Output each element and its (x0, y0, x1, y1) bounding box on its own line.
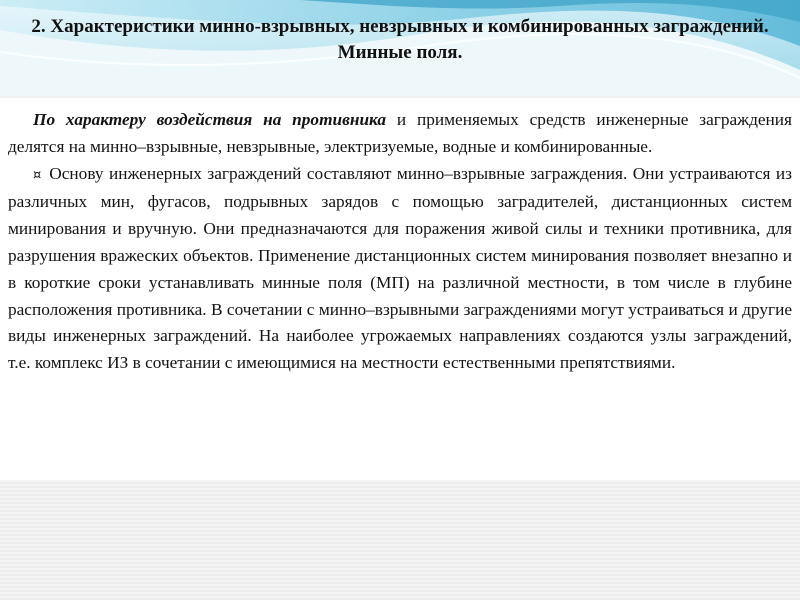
bullet-icon: ¤ (33, 167, 42, 183)
slide-title: 2. Характеристики минно-взрывных, невзрывных и комбинированных заграждений. Минные поля. (31, 16, 769, 63)
footer-background (0, 480, 800, 600)
paragraph-rest: и применяемых средств инженерные заграждения делятся на минно–взрывные, невзрывные, электризуемые, водные и комбинированные. (8, 110, 792, 156)
paragraph-classification (8, 107, 792, 161)
paragraph-mine-explosive (8, 161, 792, 377)
paragraph-text: Основу инженерных заграждений составляют минно–взрывные заграждения. Они устраиваются из различных мин, фугасов, подрывных зарядов с помощью заградителей, дистанционных систем минирования и вручную. Они предназначаются для поражения живой силы и техники противника, для разрушения вражеских объектов. Применение дистанционных систем минирования позволяет внезапно и в короткие сроки устанавливать минные поля (МП) на различной местности, в том числе в глубине расположения противника. В сочетании с минно–взрывными заграждениями могут устраиваться и другие виды инженерных заграждений. На наиболее угрожаемых направлениях создаются узлы заграждений, т.е. комплекс ИЗ в сочетании с имеющимися на местности естественными препятствиями. (8, 163, 792, 373)
paragraph-lead: По характеру воздействия на противника (33, 110, 387, 129)
slide-body (8, 107, 792, 377)
